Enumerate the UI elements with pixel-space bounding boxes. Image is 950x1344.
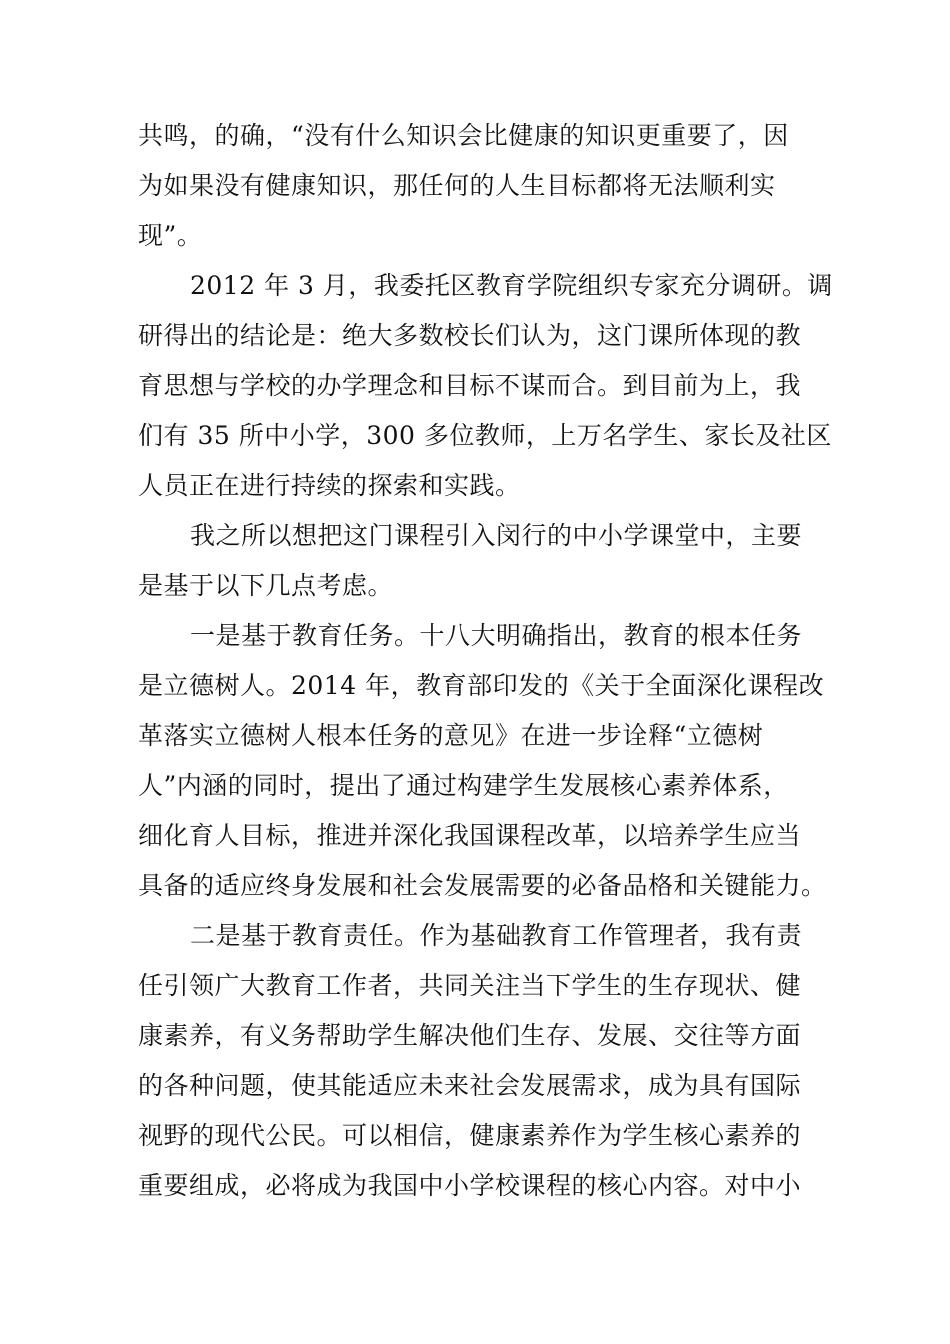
text-line: 我之所以想把这门课程引入闵行的中小学课堂中，主要 [190, 521, 803, 550]
text-line: 们有 35 所中小学，300 多位教师，上万名学生、家长及社区 [138, 421, 832, 450]
body-text [138, 111, 833, 1211]
text-line: 重要组成，必将成为我国中小学校课程的核心内容。对中小 [138, 1171, 802, 1200]
text-line: 一是基于教育任务。十八大明确指出，教育的根本任务 [190, 621, 803, 650]
text-line: 育思想与学校的办学理念和目标不谋而合。到目前为上，我 [138, 371, 802, 400]
text-line: 具备的适应终身发展和社会发展需要的必备品格和关键能力。 [138, 871, 827, 900]
text-line: 康素养，有义务帮助学生解决他们生存、发展、交往等方面 [138, 1021, 802, 1050]
text-line: 为如果没有健康知识，那任何的人生目标都将无法顺利实 [138, 171, 776, 200]
text-line: 2012 年 3 月，我委托区教育学院组织专家充分调研。调 [190, 271, 833, 300]
text-line: 二是基于教育责任。作为基础教育工作管理者，我有责 [190, 921, 803, 950]
text-line: 革落实立德树人根本任务的意见》在进一步诠释“立德树 [138, 721, 764, 750]
text-line: 现”。 [138, 221, 203, 250]
text-line: 研得出的结论是：绝大多数校长们认为，这门课所体现的教 [138, 321, 802, 350]
text-line: 任引领广大教育工作者，共同关注当下学生的生存现状、健 [138, 971, 802, 1000]
text-line: 细化育人目标，推进并深化我国课程改革，以培养学生应当 [138, 821, 802, 850]
text-line: 视野的现代公民。可以相信，健康素养作为学生核心素养的 [138, 1121, 802, 1150]
text-line: 是立德树人。2014 年，教育部印发的《关于全面深化课程改 [138, 671, 825, 700]
text-line: 共鸣，的确，“没有什么知识会比健康的知识更重要了，因 [138, 121, 789, 150]
text-line: 人”内涵的同时，提出了通过构建学生发展核心素养体系， [138, 771, 789, 800]
text-line: 人员正在进行持续的探索和实践。 [138, 471, 521, 500]
text-line: 的各种问题，使其能适应未来社会发展需求，成为具有国际 [138, 1071, 802, 1100]
text-line: 是基于以下几点考虑。 [138, 571, 394, 600]
